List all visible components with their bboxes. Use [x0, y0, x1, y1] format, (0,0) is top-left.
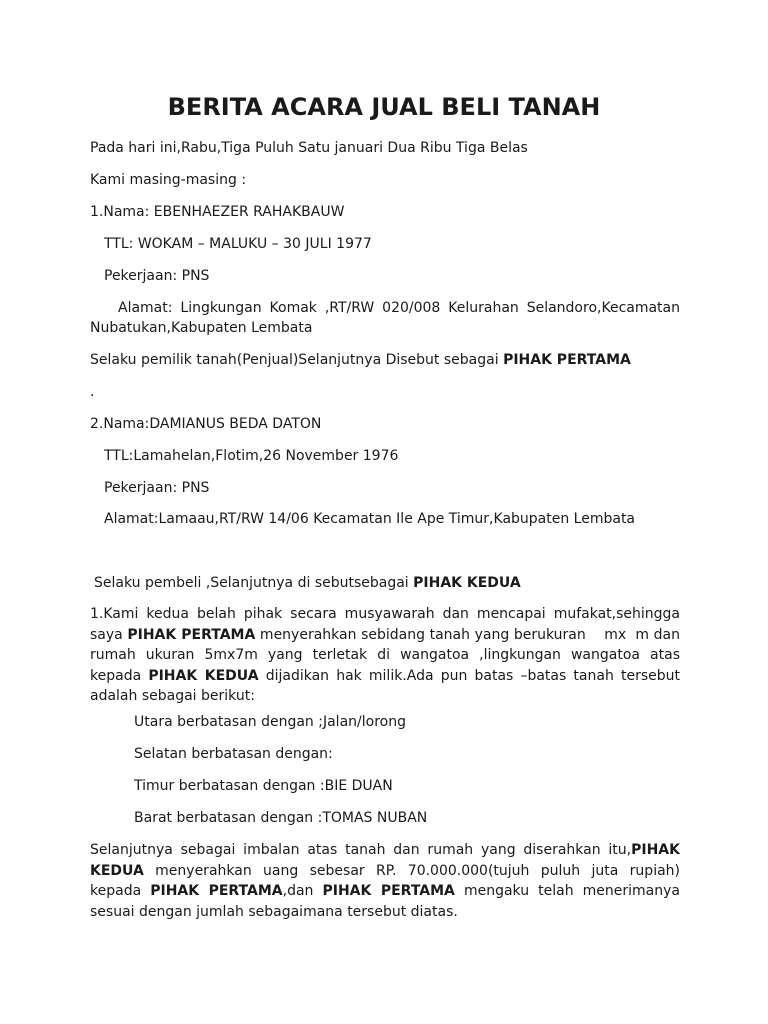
clause2-bold-3: PIHAK PERTAMA [322, 883, 455, 899]
party2-nama: 2.Nama:DAMIANUS BEDA DATON [90, 416, 322, 432]
party1-pekerjaan: Pekerjaan: PNS [104, 268, 210, 284]
clause1-text-1: 1.Kami kedua belah pihak secara musyawarah dan mencapai mufakat,sehingga saya [90, 606, 680, 643]
batas-utara: Utara berbatasan dengan ;Jalan/lorong [134, 714, 406, 730]
document-title: BERITA ACARA JUAL BELI TANAH [167, 93, 601, 121]
party1-dot: . [90, 384, 95, 400]
party1-nama: 1.Nama: EBENHAEZER RAHAKBAUW [90, 204, 345, 220]
batas-timur: Timur berbatasan dengan :BIE DUAN [134, 778, 393, 794]
clause1-bold-2: PIHAK KEDUA [148, 667, 259, 684]
party1-ttl: TTL: WOKAM – MALUKU – 30 JULI 1977 [104, 236, 372, 252]
clause1-text-3: dijadikan hak milik.Ada pun batas –batas tanah tersebut adalah sebagai berikut: [90, 667, 680, 704]
clause1-bold-1: PIHAK PERTAMA [127, 626, 256, 643]
party2-selaku-text: Selaku pembeli ,Selanjutnya di sebutsebagai [94, 575, 414, 591]
party2-ttl: TTL:Lamahelan,Flotim,26 November 1976 [104, 448, 399, 464]
clause2-text-4: mengaku telah menerimanya sesuai dengan jumlah sebagaimana tersebut diatas. [90, 883, 680, 920]
party2-alamat: Alamat:Lamaau,RT/RW 14/06 Kecamatan Ile Ape Timur,Kabupaten Lembata [104, 511, 636, 527]
clause2-bold-1: PIHAK KEDUA [90, 842, 680, 879]
batas-barat: Barat berbatasan dengan :TOMAS NUBAN [134, 810, 428, 826]
party1-selaku-text: Selaku pemilik tanah(Penjual)Selanjutnya Disebut sebagai [90, 352, 504, 368]
party1-selaku-bold: PIHAK PERTAMA [503, 352, 631, 368]
clause2-text-3: ,dan [282, 883, 323, 899]
party1-selaku [90, 350, 680, 370]
party2-pekerjaan: Pekerjaan: PNS [104, 480, 210, 496]
clause2-text-1: Selanjutnya sebagai imbalan atas tanah dan rumah yang diserahkan itu, [90, 842, 632, 858]
party2-selaku-bold: PIHAK KEDUA [413, 575, 521, 591]
party2-selaku [94, 573, 684, 593]
clause2-text-2: menyerahkan uang sebesar RP. 70.000.000(tujuh puluh juta rupiah) kepada [90, 862, 680, 899]
kami-line: Kami masing-masing : [90, 172, 247, 188]
party1-alamat: Alamat: Lingkungan Komak ,RT/RW 020/008 Kelurahan Selandoro,Kecamatan Nubatukan,Kabupaten Lembata [90, 300, 680, 336]
clause2-bold-2: PIHAK PERTAMA [150, 883, 283, 899]
batas-selatan: Selatan berbatasan dengan: [134, 746, 333, 762]
clause1-paragraph [90, 604, 680, 707]
intro-line: Pada hari ini,Rabu,Tiga Puluh Satu januari Dua Ribu Tiga Belas [90, 140, 528, 156]
clause2-paragraph [90, 840, 680, 922]
clause1-text-2: menyerahkan sebidang tanah yang berukuran mx m dan rumah ukuran 5mx7m yang terletak di wangatoa ,lingkungan wangatoa atas kepada [90, 626, 680, 684]
